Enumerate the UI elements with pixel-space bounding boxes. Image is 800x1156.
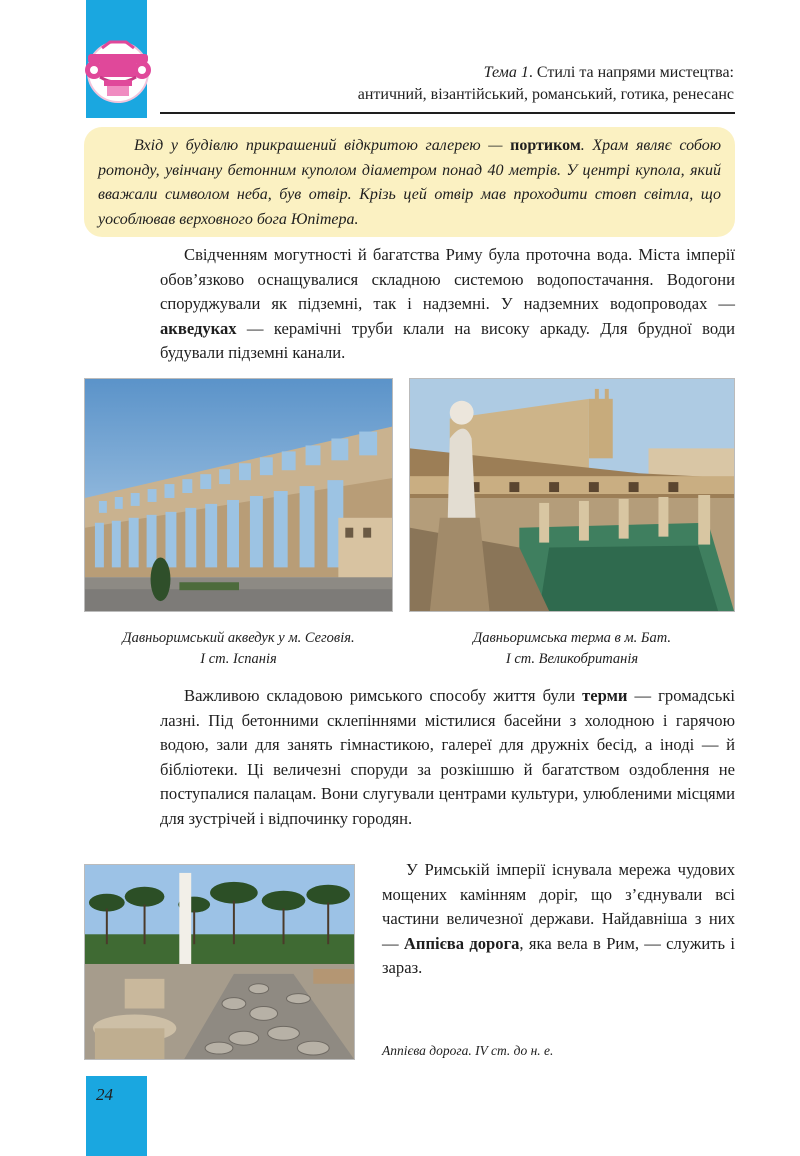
bath-caption xyxy=(409,628,735,670)
highlight-text-rest: . Храм являє собою ротонду, увінчану бетонним куполом діаметром понад 40 метрів. У центрі купола, який вважали символом неба, був отвір. Крізь цей отвір мав проходити стовп світла, що уособлював верховного бога Юпітера. xyxy=(98,137,721,228)
paragraph-roads xyxy=(382,858,735,981)
paragraph-thermae xyxy=(160,684,735,831)
pantheon-highlight-box xyxy=(84,127,735,237)
aqueduct-caption xyxy=(84,628,393,670)
highlight-text: Вхід у будівлю прикрашений відкритою галерею — xyxy=(134,137,511,154)
roman-bath-photo xyxy=(409,378,735,612)
bath-caption-line1: Давньоримська терма в м. Бат. xyxy=(473,630,671,646)
ionic-capital-icon xyxy=(80,36,156,104)
appian-way-photo xyxy=(84,864,355,1060)
aqueduct-caption-line2: І ст. Іспанія xyxy=(200,651,277,667)
header-rule xyxy=(160,112,735,114)
appian-way-caption: Аппієва дорога. IV ст. до н. е. xyxy=(382,1043,554,1058)
topic-subtitle: античний, візантійський, романський, готика, ренесанс xyxy=(357,86,734,103)
term-appian-way: Аппієва дорога xyxy=(403,933,520,953)
aqueduct-caption-line1: Давньоримський акведук у м. Сеговія. xyxy=(122,630,355,646)
topic-label: Тема 1 xyxy=(483,64,529,81)
paragraph-water-supply xyxy=(160,243,735,366)
aqueduct-photo xyxy=(84,378,393,612)
paragraph-text: Свідченням могутності й багатства Риму була проточна вода. Міста імперії обов’язково оснащувалися складною системою водопостачання. Водогони споруджували як підземні, так і надземні. У надземних водопроводах — xyxy=(160,245,735,313)
paragraph-text-rest: — керамічні труби клали на високу аркаду. Для брудної води будували підземні канали. xyxy=(160,318,735,362)
page-number: 24 xyxy=(96,1085,113,1104)
highlight-term-portico: портиком xyxy=(510,137,581,154)
term-thermae: терми xyxy=(582,686,628,705)
paragraph-text: Важливою складовою римського способу життя були xyxy=(184,686,583,705)
page-header xyxy=(304,62,734,106)
term-aqueducts: акведуках xyxy=(160,318,237,338)
bath-caption-line2: І ст. Великобританія xyxy=(505,651,639,667)
paragraph-text-rest: , яка вела в Рим, — служить і зараз. xyxy=(382,933,735,977)
paragraph-text-rest: — громадські лазні. Під бетонними склепіннями містилися басейни з холодною і гарячою водою, зали для занять гімнастикою, галереї для дружніх бесід, а іноді — й бібліотеки. Ці величезні споруди за розкішшю й багатством оздоблення не поступалися палацам. Вони слугували центрами культури, улюбленими місцями для зустрічей і відпочинку городян. xyxy=(160,686,736,828)
paragraph-text: У Римській імперії існувала мережа чудових мощених камінням доріг, що з’єднували всі частини величезної держави. Найдавніша з них — xyxy=(382,860,735,953)
topic-title: . Стилі та напрями мистецтва: xyxy=(528,64,734,81)
